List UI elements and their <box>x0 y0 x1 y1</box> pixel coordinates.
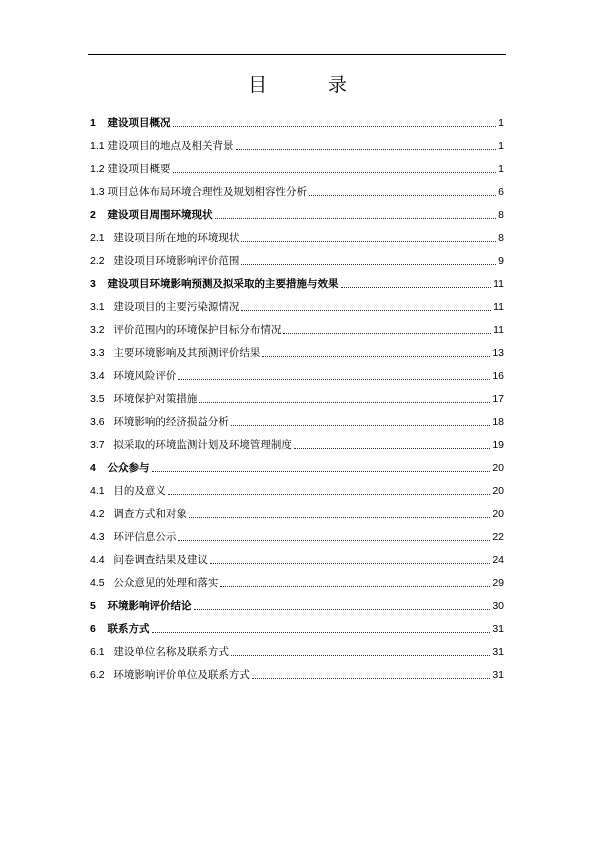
table-of-contents <box>90 108 504 683</box>
toc-entry[interactable] <box>90 338 504 361</box>
toc-entry-number: 1.2 <box>90 163 105 175</box>
toc-entry-number: 2.1 <box>90 232 105 244</box>
toc-entry-gap <box>96 208 108 223</box>
toc-entry-gap <box>96 599 108 614</box>
toc-dot-leader <box>309 195 496 196</box>
toc-dot-leader <box>252 678 490 679</box>
toc-entry-title: 环境影响的经济损益分析 <box>113 417 229 428</box>
toc-entry-page: 8 <box>498 209 504 221</box>
toc-entry-title: 目的及意义 <box>113 486 166 497</box>
toc-entry-number: 3.7 <box>90 439 105 451</box>
toc-entry-title: 环境影响评价结论 <box>107 600 192 612</box>
toc-entry-page: 11 <box>493 278 504 290</box>
toc-dot-leader <box>283 333 491 334</box>
toc-entry-title: 公众参与 <box>107 462 150 474</box>
toc-entry[interactable] <box>90 131 504 154</box>
toc-entry-page: 31 <box>492 646 504 658</box>
toc-entry-number: 6.1 <box>90 646 105 658</box>
toc-entry-gap <box>105 346 114 361</box>
toc-entry[interactable] <box>90 223 504 246</box>
toc-dot-leader <box>168 494 490 495</box>
toc-entry-title: 建设项目环境影响预测及拟采取的主要措施与效果 <box>107 278 339 290</box>
toc-entry-number: 3.4 <box>90 370 105 382</box>
toc-dot-leader <box>220 586 490 587</box>
toc-entry-number: 4.5 <box>90 577 105 589</box>
toc-entry-title: 建设项目周围环境现状 <box>107 209 213 221</box>
toc-dot-leader <box>210 563 490 564</box>
toc-entry-page: 24 <box>492 554 504 566</box>
toc-entry-page: 20 <box>492 485 504 497</box>
toc-entry-gap <box>105 576 114 591</box>
toc-entry[interactable] <box>90 614 504 637</box>
toc-entry-title: 项目总体布局环境合理性及规划相容性分析 <box>107 187 308 198</box>
toc-dot-leader <box>173 126 497 127</box>
toc-entry-gap <box>105 231 114 246</box>
toc-entry-number: 4.2 <box>90 508 105 520</box>
toc-entry-page: 29 <box>492 577 504 589</box>
toc-entry-page: 16 <box>492 370 504 382</box>
toc-dot-leader <box>294 448 490 449</box>
toc-entry-title: 建设项目环境影响评价范围 <box>113 256 240 267</box>
toc-entry-number: 6 <box>90 623 96 635</box>
toc-dot-leader <box>215 218 497 219</box>
toc-entry-gap <box>105 323 114 338</box>
toc-entry-gap <box>105 300 114 315</box>
toc-entry[interactable] <box>90 499 504 522</box>
toc-entry-page: 9 <box>498 255 504 267</box>
toc-entry-page: 8 <box>498 232 504 244</box>
toc-entry-title: 环评信息公示 <box>113 532 177 543</box>
toc-entry-title: 建设项目概要 <box>107 164 171 175</box>
toc-entry-page: 31 <box>492 623 504 635</box>
toc-entry-gap <box>105 254 114 269</box>
toc-entry-title: 环境保护对策措施 <box>113 394 198 405</box>
toc-entry[interactable] <box>90 476 504 499</box>
toc-entry[interactable] <box>90 453 504 476</box>
toc-dot-leader <box>178 540 490 541</box>
toc-entry-number: 4.1 <box>90 485 105 497</box>
toc-entry-number: 4 <box>90 462 96 474</box>
toc-entry-number: 2.2 <box>90 255 105 267</box>
toc-entry-title: 评价范围内的环境保护目标分布情况 <box>113 325 282 336</box>
toc-entry-title: 建设项目概况 <box>107 117 171 129</box>
toc-entry-gap <box>96 461 108 476</box>
toc-entry-page: 13 <box>492 347 504 359</box>
toc-dot-leader <box>152 632 491 633</box>
header-rule <box>88 54 506 55</box>
toc-entry-page: 30 <box>492 600 504 612</box>
toc-entry-title: 调查方式和对象 <box>113 509 187 520</box>
toc-entry-gap <box>105 392 114 407</box>
toc-entry-page: 18 <box>492 416 504 428</box>
toc-entry[interactable] <box>90 522 504 545</box>
toc-entry-number: 3.3 <box>90 347 105 359</box>
toc-dot-leader <box>152 471 491 472</box>
toc-entry-title: 建设项目的地点及相关背景 <box>107 141 234 152</box>
toc-entry-page: 1 <box>498 140 504 152</box>
toc-entry[interactable] <box>90 108 504 131</box>
toc-entry-page: 17 <box>492 393 504 405</box>
toc-entry-gap <box>105 415 114 430</box>
toc-entry-number: 3.2 <box>90 324 105 336</box>
toc-entry-page: 22 <box>492 531 504 543</box>
toc-dot-leader <box>199 402 490 403</box>
toc-entry[interactable] <box>90 568 504 591</box>
toc-entry[interactable] <box>90 384 504 407</box>
toc-entry-number: 3.6 <box>90 416 105 428</box>
toc-dot-leader <box>241 310 491 311</box>
toc-entry-title: 环境风险评价 <box>113 371 177 382</box>
toc-entry-title: 拟采取的环境监测计划及环境管理制度 <box>113 440 292 451</box>
toc-dot-leader <box>231 655 490 656</box>
toc-entry-page: 1 <box>498 163 504 175</box>
toc-entry[interactable] <box>90 637 504 660</box>
toc-dot-leader <box>231 425 490 426</box>
toc-entry-title: 建设项目所在地的环境现状 <box>113 233 240 244</box>
toc-entry-number: 1.1 <box>90 140 105 152</box>
toc-dot-leader <box>341 287 492 288</box>
toc-dot-leader <box>178 379 490 380</box>
toc-entry-number: 4.3 <box>90 531 105 543</box>
toc-entry-gap <box>105 530 114 545</box>
toc-entry[interactable] <box>90 292 504 315</box>
toc-entry-title: 联系方式 <box>107 623 150 635</box>
toc-entry[interactable] <box>90 200 504 223</box>
toc-dot-leader <box>189 517 490 518</box>
toc-entry-title: 主要环境影响及其预测评价结果 <box>113 348 261 359</box>
toc-entry-gap <box>96 277 108 292</box>
toc-entry-gap <box>105 484 114 499</box>
toc-entry[interactable] <box>90 591 504 614</box>
toc-entry[interactable] <box>90 407 504 430</box>
toc-dot-leader <box>241 264 496 265</box>
toc-entry-page: 20 <box>492 462 504 474</box>
toc-dot-leader <box>241 241 496 242</box>
toc-entry-number: 4.4 <box>90 554 105 566</box>
toc-entry[interactable] <box>90 430 504 453</box>
toc-entry-page: 6 <box>498 186 504 198</box>
toc-dot-leader <box>173 172 497 173</box>
toc-entry-page: 11 <box>493 301 504 313</box>
toc-entry-gap <box>96 116 108 131</box>
toc-entry[interactable] <box>90 660 504 683</box>
toc-entry[interactable] <box>90 545 504 568</box>
toc-dot-leader <box>194 609 491 610</box>
toc-entry-page: 1 <box>498 117 504 129</box>
toc-entry-number: 3.1 <box>90 301 105 313</box>
toc-entry-title: 环境影响评价单位及联系方式 <box>113 670 250 681</box>
toc-entry-number: 1 <box>90 117 96 129</box>
toc-entry-page: 11 <box>493 324 504 336</box>
toc-entry-gap <box>105 645 114 660</box>
toc-entry-gap <box>96 622 108 637</box>
toc-entry-number: 1.3 <box>90 186 105 198</box>
toc-entry-gap <box>105 668 114 683</box>
toc-entry-gap <box>105 369 114 384</box>
page-title: 目 录 <box>248 75 375 96</box>
toc-entry[interactable] <box>90 177 504 200</box>
toc-entry-title: 建设项目的主要污染源情况 <box>113 302 240 313</box>
toc-dot-leader <box>236 149 497 150</box>
toc-entry-number: 3 <box>90 278 96 290</box>
toc-entry-page: 31 <box>492 669 504 681</box>
toc-entry-gap <box>105 507 114 522</box>
toc-entry[interactable] <box>90 315 504 338</box>
toc-entry-number: 6.2 <box>90 669 105 681</box>
toc-dot-leader <box>262 356 490 357</box>
toc-entry[interactable] <box>90 269 504 292</box>
toc-entry[interactable] <box>90 246 504 269</box>
toc-entry-title: 公众意见的处理和落实 <box>113 578 219 589</box>
toc-entry-number: 2 <box>90 209 96 221</box>
toc-entry-number: 3.5 <box>90 393 105 405</box>
toc-entry-page: 20 <box>492 508 504 520</box>
toc-entry-number: 5 <box>90 600 96 612</box>
toc-entry-title: 问卷调查结果及建议 <box>113 555 208 566</box>
toc-entry-title: 建设单位名称及联系方式 <box>113 647 229 658</box>
toc-entry-page: 19 <box>492 439 504 451</box>
toc-entry-gap <box>105 438 114 453</box>
toc-entry[interactable] <box>90 154 504 177</box>
toc-entry-gap <box>105 553 114 568</box>
toc-entry[interactable] <box>90 361 504 384</box>
